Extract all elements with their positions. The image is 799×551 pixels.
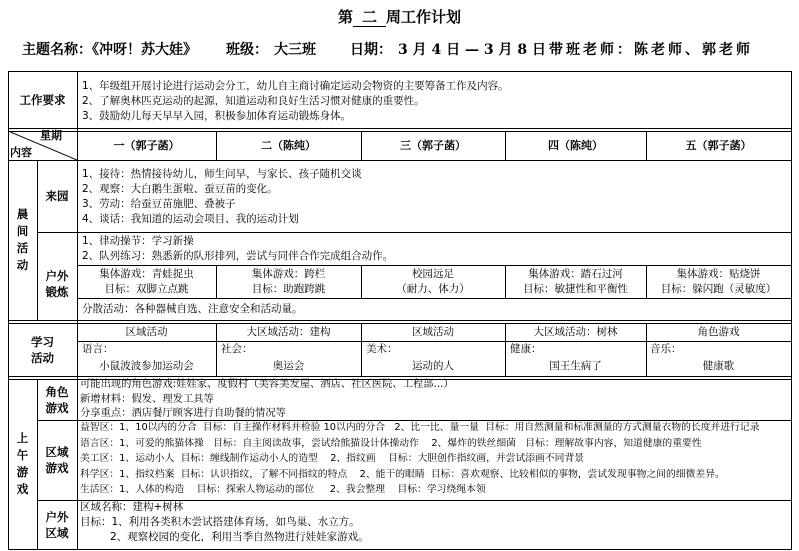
title-suffix: 周工作计划 xyxy=(386,8,462,26)
requirement-item: 3、鼓励幼儿每天早早入园，积极参加体育运动锻炼身体。 xyxy=(82,110,352,122)
learning-subject: 健康： xyxy=(510,343,542,355)
class-info xyxy=(226,41,316,59)
learning-header-cell: 区域活动 xyxy=(125,326,168,338)
corner-content-label: 内容 xyxy=(10,146,32,159)
learning-subject: 社会： xyxy=(221,343,253,355)
learning-subject: 语言： xyxy=(82,343,114,355)
arrival-list xyxy=(82,167,362,227)
grid-hline xyxy=(37,232,791,233)
outdoor-game-cell xyxy=(216,266,361,298)
outdoor-area-label xyxy=(37,500,77,549)
grid-hline xyxy=(8,549,792,550)
outdoor-game-cell xyxy=(505,266,646,298)
class-name: 大三班 xyxy=(274,42,316,58)
outdoor-area-item: 2、观察校园的变化，利用当季自然物进行娃娃家游戏。 xyxy=(110,531,369,543)
outdoor-exercise-item: 2、队列练习：熟悉新的队形排列，尝试与同伴合作完成组合动作。 xyxy=(82,250,394,262)
role-play-item: 可能出现的角色游戏:娃娃家、度假村（美容美发屋、酒店、社区医院、工程部...） xyxy=(80,378,454,390)
requirements-label-text: 工作要求 xyxy=(19,92,66,107)
area-games-label-text: 区域游戏 xyxy=(45,445,69,475)
title-prefix: 第 xyxy=(337,8,353,26)
learning-content: 健康歌 xyxy=(702,360,735,372)
game-name: 校园远足 xyxy=(412,268,454,280)
arrival-item: 4、谈话：我知道的运动会项目、我的运动计划 xyxy=(82,213,299,225)
grid-hline xyxy=(8,71,791,72)
learning-header-cell: 角色游戏 xyxy=(697,326,740,338)
grid-hline xyxy=(8,320,791,321)
theme-info xyxy=(22,41,197,59)
learning-header-cell: 大区域活动：建构 xyxy=(246,326,331,338)
requirement-item: 1、年级组开展讨论进行运动会分工，幼儿自主商讨确定运动会物资的主要筹备工作及内容。 xyxy=(82,80,509,92)
teacher-info xyxy=(549,41,753,59)
learning-content: 小鼠波波参加运动会 xyxy=(99,360,194,372)
requirement-item: 2、了解奥林匹克运动的起源，知道运动和良好生活习惯对健康的重要性。 xyxy=(82,95,425,107)
date-range: 3 月 4 日 — 3 月 8 日 xyxy=(398,42,546,58)
arrival-item: 2、观察：大白鹅生蛋啦、蚕豆苗的变化。 xyxy=(82,183,278,195)
outdoor-area-label-text: 户外区域 xyxy=(45,509,69,540)
requirements-list xyxy=(82,79,509,124)
title-week-number: 二 xyxy=(353,9,386,27)
teacher-names: 陈老师、郭老师 xyxy=(634,42,753,58)
learning-content: 国王生病了 xyxy=(549,360,602,372)
outdoor-exercise-item: 1、律动操节：学习新操 xyxy=(82,235,194,247)
arrival-item: 1、接待：热情接待幼儿，师生问早，与家长、孩子随机交谈 xyxy=(82,168,362,180)
grid-vline xyxy=(791,71,792,549)
learning-subject: 美术： xyxy=(366,343,398,355)
outdoor-exercise-label xyxy=(37,246,77,322)
requirements-label xyxy=(8,71,77,128)
outdoor-exercise-list xyxy=(82,234,393,264)
role-play-list xyxy=(80,377,454,421)
area-games-list xyxy=(80,420,789,498)
learning-content: 运动的人 xyxy=(412,360,454,372)
day-header-mon: 一（郭子菡） xyxy=(113,139,180,152)
day-header-thu: 四（陈纯） xyxy=(548,139,603,152)
role-play-label-text: 角色游戏 xyxy=(45,384,69,415)
area-game-item: 科学区：1、指纹档案 目标：认识指纹，了解不同指纹的特点 2、能干的眼睛 目标：喜欢观察、比较相似的事物，尝试发现事物之间的细微差异。 xyxy=(80,468,725,480)
area-game-item: 美工区：1、运动小人 目标：缠线制作运动小人的造型 2、指纹画 目标：大胆创作指纹画，并尝试添画不同背景 xyxy=(80,453,585,464)
grid-hline xyxy=(8,128,791,129)
game-name: 集体游戏：跨栏 xyxy=(251,268,326,280)
area-games-label xyxy=(37,420,77,500)
date-label: 日期： xyxy=(350,42,392,58)
outdoor-area-item: 目标：1、利用各类积木尝试搭建体育场，如鸟巢、水立方。 xyxy=(80,516,360,528)
game-goal: （耐力、体力） xyxy=(396,283,470,295)
learning-header-cell: 大区域活动：树林 xyxy=(533,326,618,338)
teacher-label: 带班老师： xyxy=(549,42,634,58)
role-play-item: 新增材料：假发、理发工具等 xyxy=(80,392,214,405)
arrival-label xyxy=(37,160,77,232)
outdoor-game-cell xyxy=(361,266,505,298)
outdoor-game-cell xyxy=(646,266,791,298)
morning-activities-label xyxy=(8,160,37,320)
outdoor-area-list xyxy=(80,500,369,545)
game-name: 集体游戏：踏石过河 xyxy=(528,268,623,280)
learning-activities-label-text: 学习活动 xyxy=(31,334,54,365)
grid-hline xyxy=(77,298,791,299)
morning-activities-label-text: 晨间活动 xyxy=(16,207,29,272)
game-goal: 目标：敏捷性和平衡性 xyxy=(523,283,628,295)
learning-activities-label xyxy=(8,323,77,376)
game-goal: 目标：助跑跨跳 xyxy=(251,283,326,295)
morning-games-label xyxy=(8,379,37,549)
arrival-label-text: 来园 xyxy=(45,189,69,203)
free-activity-text: 分散活动：各种器械自选、注意安全和活动量。 xyxy=(82,303,303,315)
game-goal: 目标：双脚立点跳 xyxy=(104,283,189,295)
outdoor-area-item: 区域名称：建构+树林 xyxy=(80,501,184,513)
grid-hline xyxy=(77,341,791,342)
learning-content: 奥运会 xyxy=(272,360,305,372)
learning-header-cell: 区域活动 xyxy=(412,326,454,338)
corner-weekday-label: 星期 xyxy=(40,129,62,142)
area-game-item: 生活区：1、人体的构造 目标：探索人物运动的部位 2、我会整理 目标：学习绕绳本领 xyxy=(80,484,486,495)
theme-name: 《冲呀！苏大娃》 xyxy=(92,42,197,58)
game-goal: 目标：躲闪跑（灵敏度） xyxy=(660,283,777,295)
learning-subject: 音乐： xyxy=(650,343,682,355)
role-play-label xyxy=(37,379,77,420)
role-play-item: 分享重点：酒店餐厅顾客进行自助餐的情况等 xyxy=(80,407,286,419)
page-title xyxy=(0,7,799,27)
morning-games-label-text: 上午游戏 xyxy=(16,431,29,496)
date-info xyxy=(350,41,546,59)
game-name: 集体游戏：贴烧饼 xyxy=(676,268,761,280)
day-header-wed: 三（郭子菡） xyxy=(400,139,466,152)
grid-hline xyxy=(8,160,791,161)
area-game-item: 语言区：1、可爱的熊猫体操 目标：自主阅读故事，尝试给熊猫设计体操动作 2、爆炸的铁丝细菌 目标：理解故事内容，知道健康的重要性 xyxy=(80,437,702,449)
day-header-tue: 二（陈纯） xyxy=(261,139,316,152)
day-header-fri: 五（郭子菡） xyxy=(685,139,752,152)
theme-label: 主题名称： xyxy=(22,42,92,58)
outdoor-exercise-label-text: 户外锻炼 xyxy=(45,269,69,299)
area-game-item: 益智区：1、10以内的分合 目标：自主操作材料并检验 10以内的分合 2、比一比、量一量 目标：用自然测量和标准测量的方式测量衣物的长度并进行记录 xyxy=(80,422,760,433)
arrival-item: 3、劳动：给蚕豆苗施肥、叠被子 xyxy=(82,198,236,210)
class-label: 班级： xyxy=(226,42,268,58)
game-name: 集体游戏：青蛙捉虫 xyxy=(99,268,194,280)
outdoor-game-cell xyxy=(77,266,216,298)
